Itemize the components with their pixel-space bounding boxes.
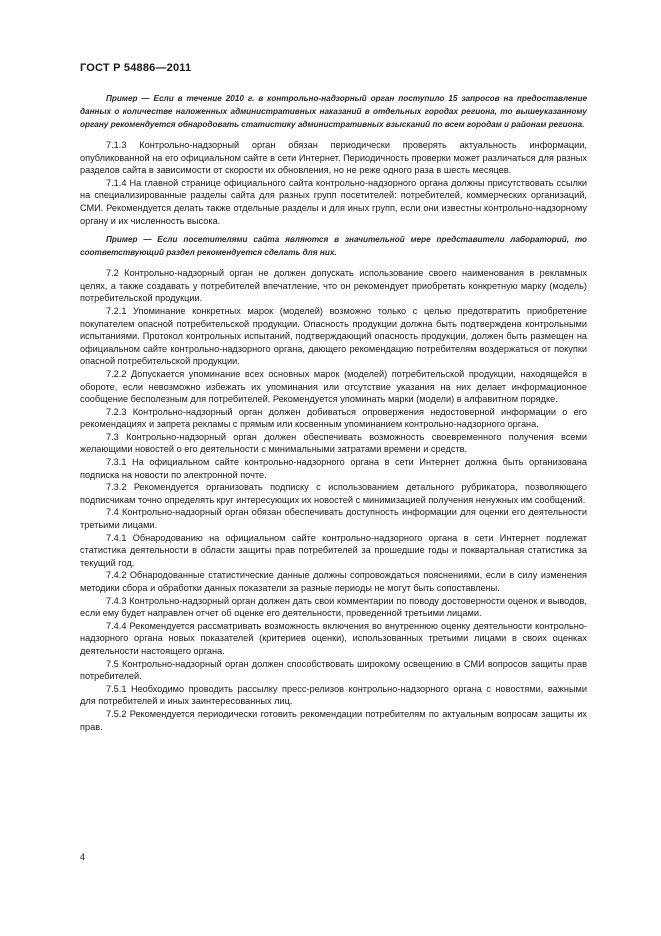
clause-7-3-1: 7.3.1 На официальном сайте контрольно-надзорного органа в сети Интернет должна быть организована подписка на новости по электронной почте. [80,457,587,480]
clause-7-2: 7.2 Контрольно-надзорный орган не должен допускать использование своего наименования в рекламных целях, а также создавать у потребителей впечатление, что он рекомендует приобретать конкретную марку (модель) потребительской продукции. [80,268,587,304]
example-note: Пример — Если посетителями сайта являются в значительной мере представители лабораторий, то соответствующий раздел рекомендуется сделать для них. [80,235,587,258]
clause-7-4-4: 7.4.4 Рекомендуется рассматривать возможность включения во внутреннюю оценку деятельности контрольно-надзорного органа новых показателей (критериев оценки), использованных третьими лицами в своих оценках деятельности настоящего органа. [80,620,587,656]
clause-7-3: 7.3 Контрольно-надзорный орган должен обеспечивать возможность своевременного получения всеми желающими новостей о его деятельности с минимальными затратами времени и средств. [80,431,587,455]
clause-7-4-3: 7.4.3 Контрольно-надзорный орган должен дать свои комментарии по поводу достоверности оценок и выводов, если ему будет направлен отчет об оценке его деятельности, проведенной третьими лицами. [80,595,587,619]
clause-7-3-2: 7.3.2 Рекомендуется организовать подписку с использованием детального рубрикатора, позволяющего подписчикам точно определять круг интересующих их новостей с минимизацией получения ненужных им сообщений. [80,482,587,505]
clause-7-4-1: 7.4.1 Обнародованию на официальном сайте контрольно-надзорного органа в сети Интернет подлежат статистика деятельности в области защиты прав потребителей за прошедшие годы и поквартальная статистика за текущий год. [80,532,587,568]
clause-7-4: 7.4 Контрольно-надзорный орган обязан обеспечивать доступность информации для оценки его деятельности третьими лицами. [80,507,587,531]
clause-7-2-2: 7.2.2 Допускается упоминание всех основных марок (моделей) потребительской продукции, находящейся в обороте, если невозможно избежать их упоминания или отсутствие указания на них делает информационное сообщение бесполезным для потребителей. Рекомендуется упоминать марки (модели) в алфавитном порядке. [80,368,587,405]
clause-7-4-2: 7.4.2 Обнародованные статистические данные должны сопровождаться пояснениями, если в силу изменения методики сбора и обработки данных показатели за разные периоды не могут быть сопоставлены. [80,570,587,593]
clause-7-5-1: 7.5.1 Необходимо проводить рассылку пресс-релизов контрольно-надзорного органа с новостями, важными для потребителей и иных заинтересованных лиц. [80,683,587,707]
page-number: 4 [80,852,86,862]
example-note: Пример — Если в течение 2010 г. в контрольно-надзорный орган поступило 15 запросов на предоставление данных о количестве наложенных административных наказаний в отдельных городах региона, то вышеуказанному органу рекомендуется обнародовать статистику административных взысканий по всем городам и районам региона. [80,94,587,129]
document-header: ГОСТ Р 54886—2011 [80,62,192,74]
clause-7-2-1: 7.2.1 Упоминание конкретных марок (моделей) возможно только с целью предотвратить приобретение покупателем опасной потребительской продукции. Опасность продукции должна быть подтверждена контрольными испытаниями. Протокол контрольных испытаний, подтверждающий опасность продукции, должен быть размещен на официальном сайте контрольно-надзорного органа, дающего рекомендацию потребителям воздержаться от покупки опасной потребительской продукции. [80,305,587,367]
clause-7-2-3: 7.2.3 Контрольно-надзорный орган должен добиваться опровержения недостоверной информации о его рекомендациях и запрета рекламы с прямым или косвенным упоминанием контрольно-надзорного органа. [80,406,587,430]
clause-7-5: 7.5 Контрольно-надзорный орган должен способствовать широкому освещению в СМИ вопросов защиты прав потребителей. [80,658,587,682]
document-page [80,62,587,733]
clause-7-1-4: 7.1.4 На главной странице официального сайта контрольно-надзорного органа должны присутствовать ссылки на специализированные разделы сайта для разных групп посетителей: потребителей, коммерческих организаций, СМИ. Рекомендуется делать также отдельные разделы и для иных групп, если они известны контрольно-надзорному органу и их численность высока. [80,177,587,226]
clause-7-1-3: 7.1.3 Контрольно-надзорный орган обязан периодически проверять актуальность информации, опубликованной на его официальном сайте в сети Интернет. Периодичность проверки может различаться для разных разделов сайта в зависимости от скорости их обновления, но не реже одного раза в шесть месяцев. [80,140,587,176]
clause-7-5-2: 7.5.2 Рекомендуется периодически готовить рекомендации потребителям по актуальным вопросам защиты их прав. [80,708,587,732]
